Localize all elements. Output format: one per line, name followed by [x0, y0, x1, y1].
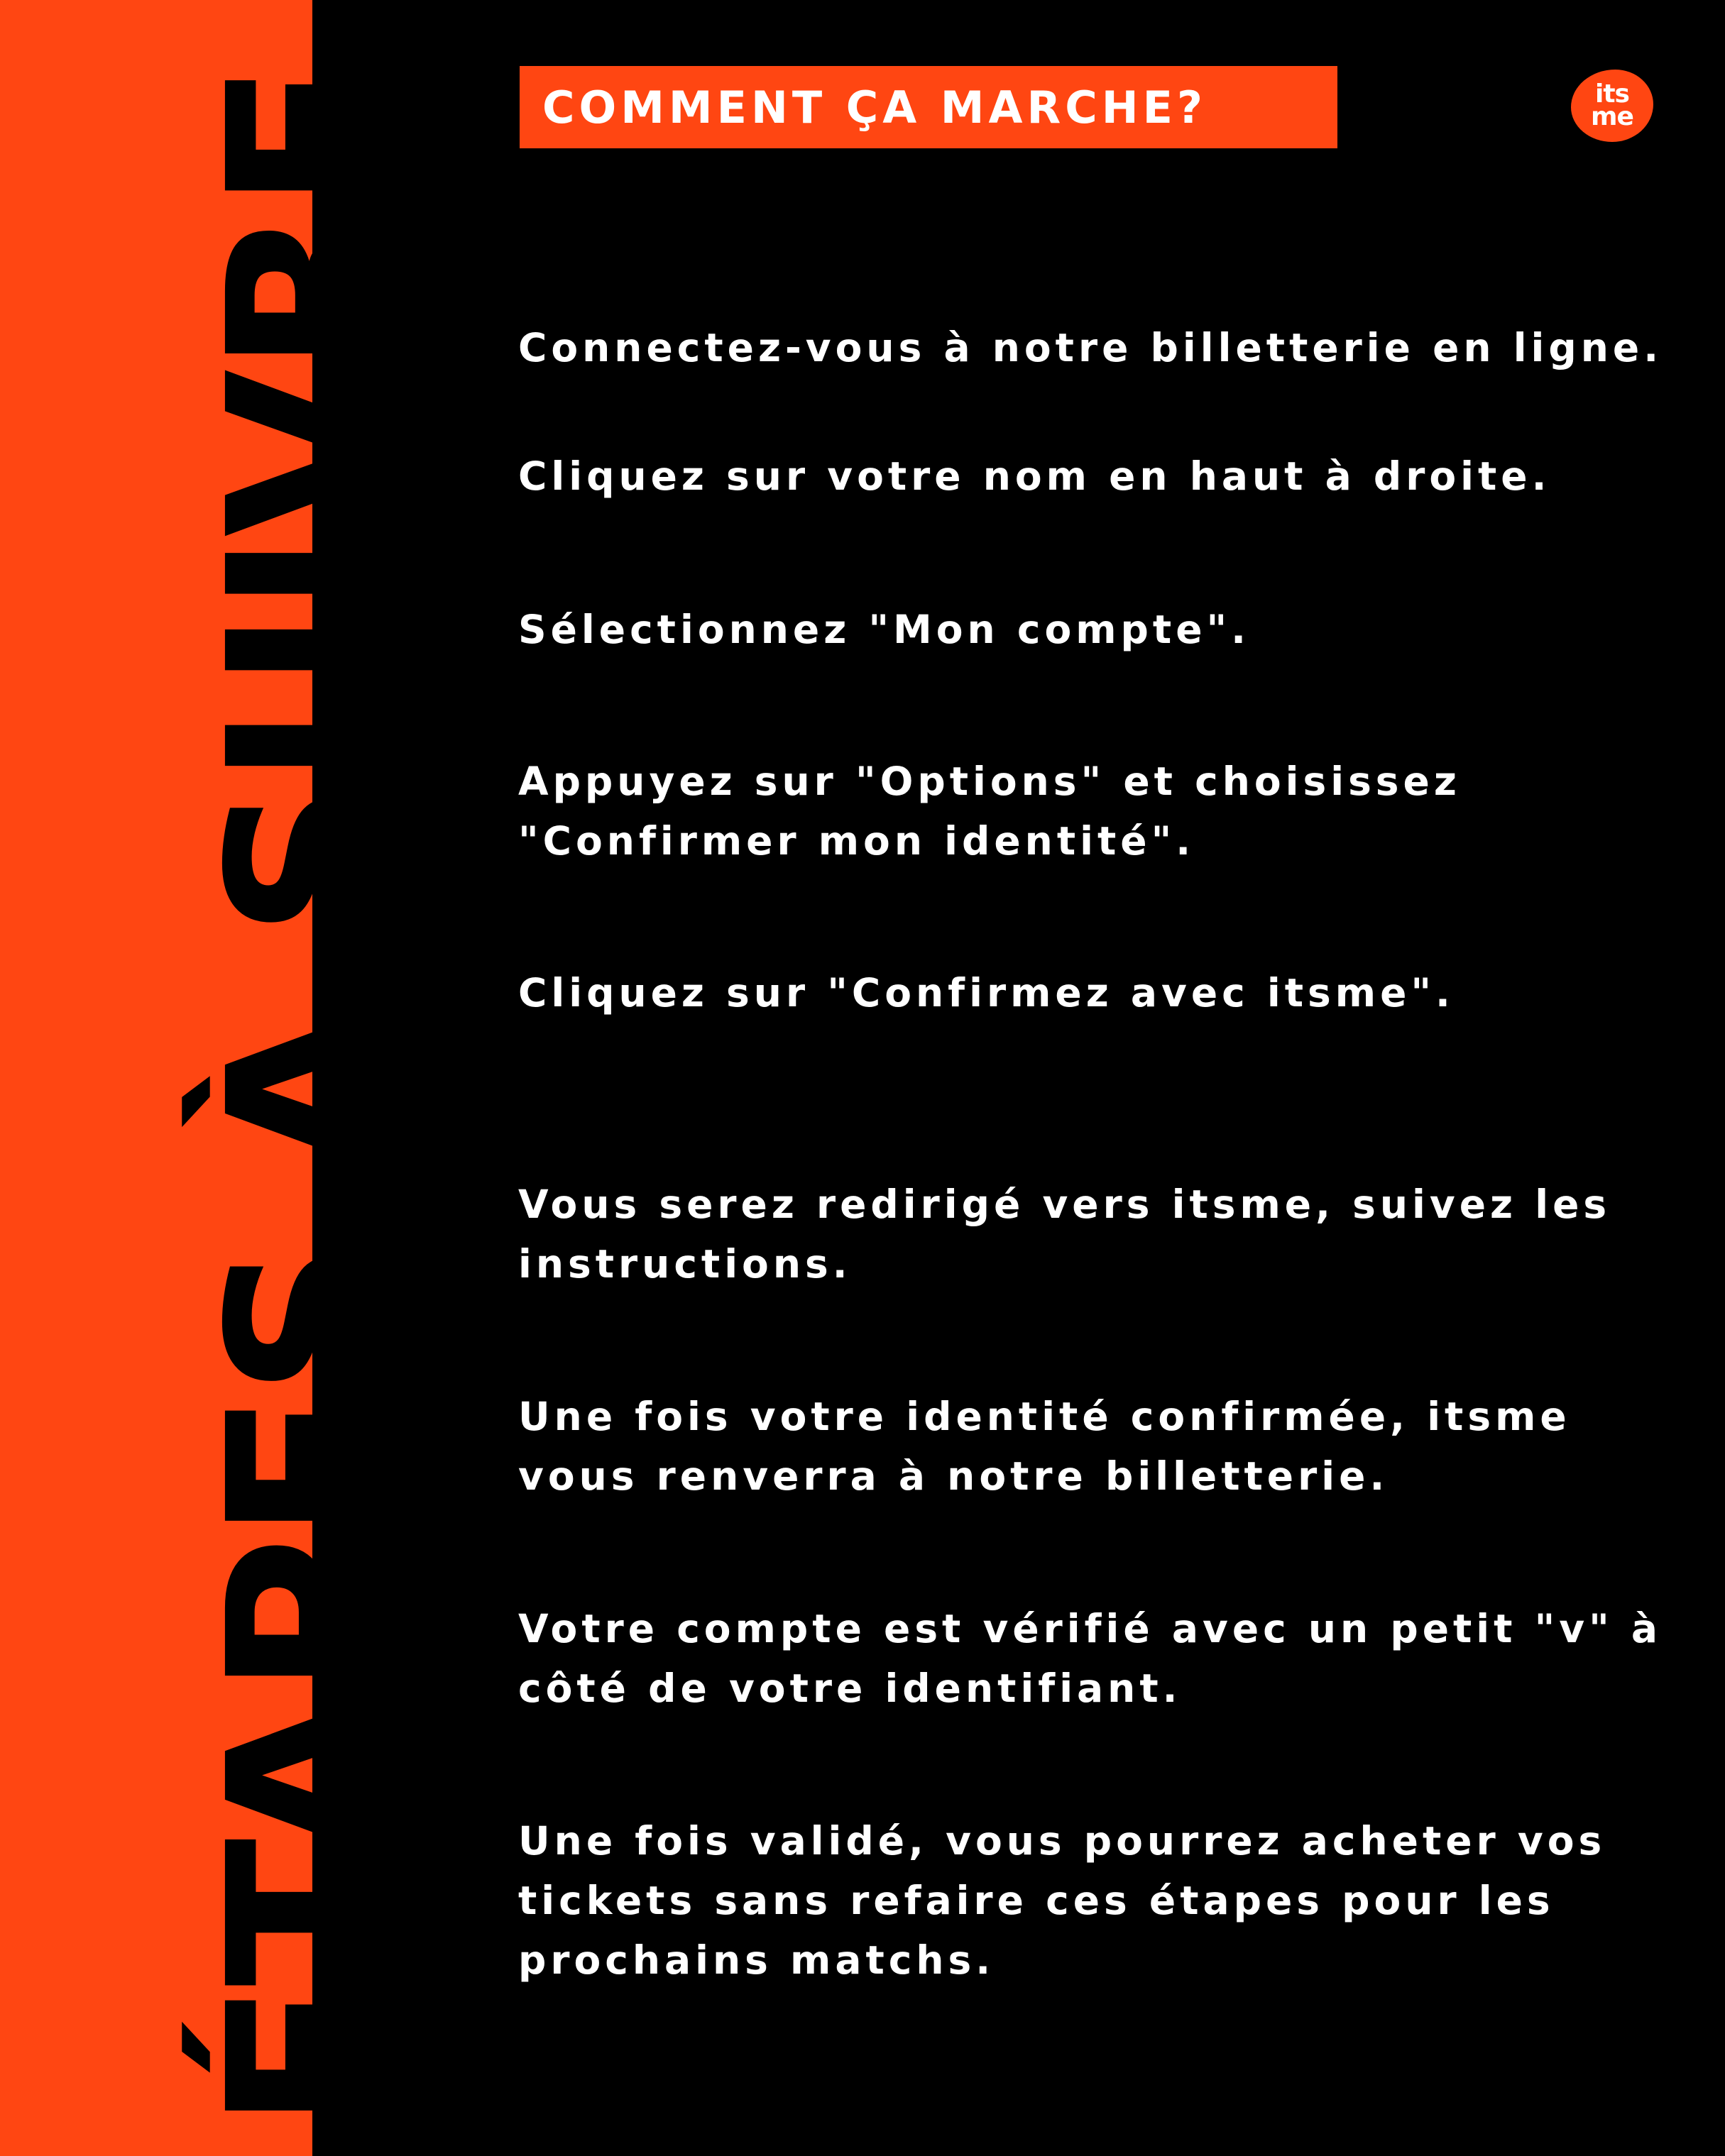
step-8: Votre compte est vérifié avec un petit "v" à côté de votre identifiant.: [518, 1606, 1663, 1711]
step-3: Sélectionnez "Mon compte".: [518, 607, 1251, 652]
step-9: Une fois validé, vous pourrez acheter vos tickets sans refaire ces étapes pour les prochains matchs.: [518, 1818, 1606, 1983]
step-1: Connectez-vous à notre billetterie en ligne.: [518, 325, 1663, 370]
vertical-title: ÉTAPES À SUIVRE: [182, 66, 435, 2130]
header-banner: [520, 66, 1337, 148]
itsme-logo: [1571, 70, 1653, 142]
header-title: COMMENT ÇA MARCHE?: [542, 81, 1207, 133]
step-5: Cliquez sur "Confirmez avec itsme".: [518, 970, 1455, 1016]
step-7: Une fois votre identité confirmée, itsme vous renverra à notre billetterie.: [518, 1394, 1571, 1499]
step-6: Vous serez redirigé vers itsme, suivez les instructions.: [518, 1182, 1611, 1287]
step-2: Cliquez sur votre nom en haut à droite.: [518, 453, 1551, 499]
logo-text-its: its: [1595, 79, 1629, 109]
step-4: Appuyez sur "Options" et choisissez "Confirmer mon identité".: [518, 759, 1461, 864]
logo-text-me: me: [1591, 102, 1633, 131]
